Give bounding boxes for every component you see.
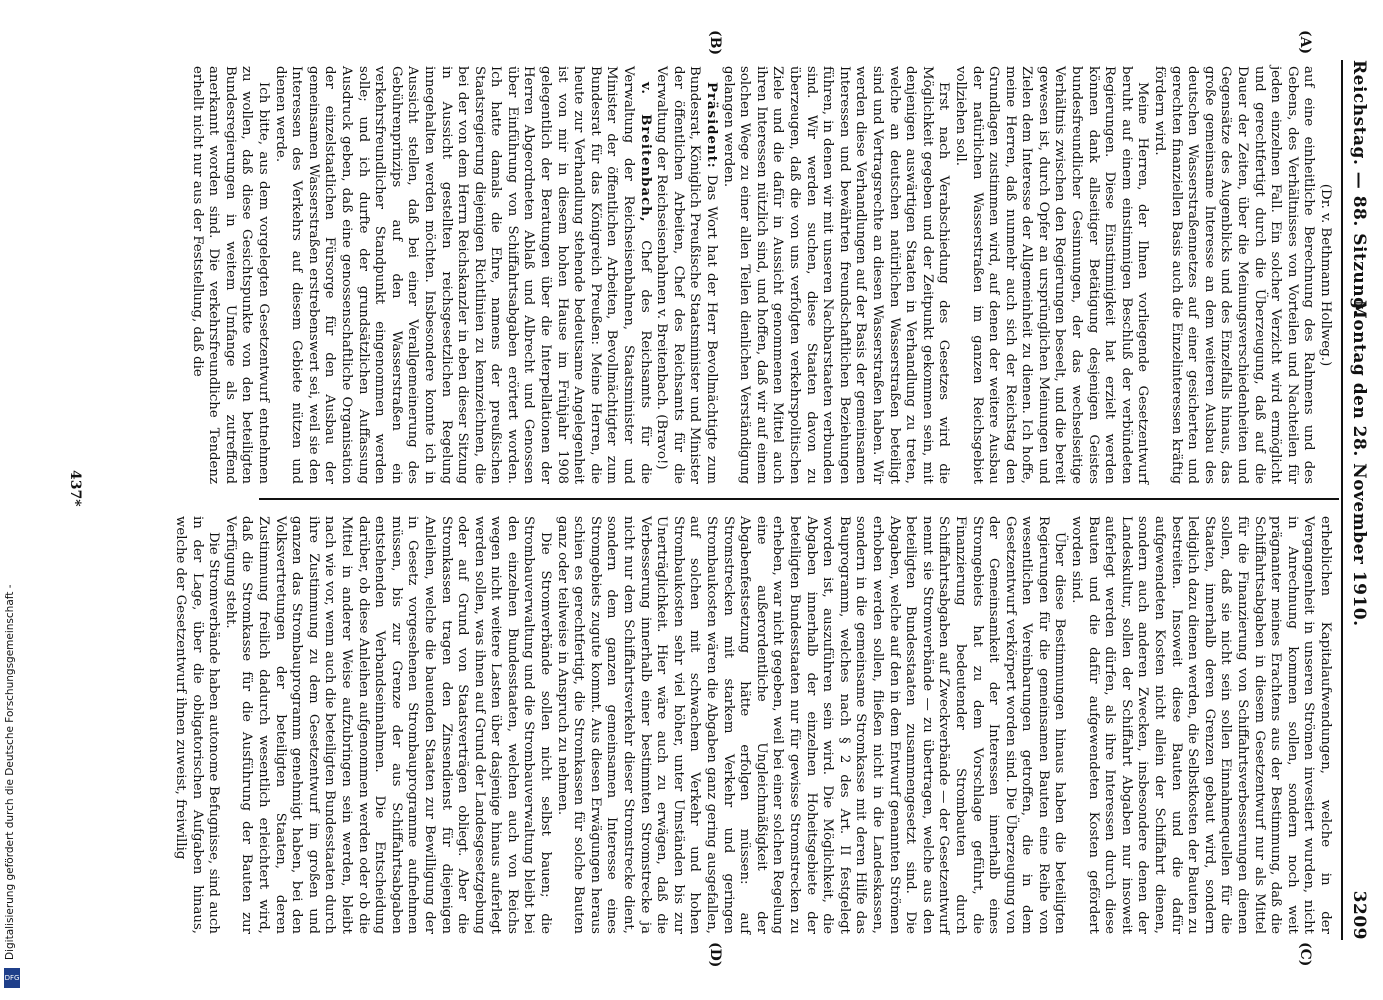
paragraph: Ich bitte, aus dem vorgelegten Gesetzentwurf entnehmen zu wollen, daß diese Gesichtspunkte von den beteiligten Bundesregierungen in weitem Umfange als zutreffend anerkannt worden sind. Die verkehrsfreundliche Tendenz erhellt nicht nur aus der Feststellung, daß die	[189, 66, 271, 484]
margin-mark-a: (A)	[1297, 30, 1313, 55]
digitization-credit: Digitalisierung gefördert durch die Deutsche Forschungsgemeinschaft -	[4, 584, 16, 960]
paragraph: erheblichen Kapitalaufwendungen, welche in der Vergangenheit in unseren Strömen investiert wurden, nicht in Anrechnung kommen sollen, sondern noch weit prägnanter meines Erachtens aus der Bestimmung, daß die Schiffahrtsabgaben in diesem Gesetzentwurf nur als Mittel für die Finanzierung von Schiffahrtsverbesserungen dienen sollen, daß sie nicht sein sollen Einnahmequellen für die Staaten, innerhalb deren Grenzen gebaut wird, sondern lediglich dazu dienen werden, die Selbstkosten der Bauten zu bestreiten. Insoweit diese Bauten und die dafür aufgewendeten Kosten nicht allein der Schiffahrt dienen, sondern auch anderen Zwecken, insbesondere denen der Landeskultur, sollen der Schiffahrt Abgaben nur insoweit auferlegt werden dürfen, als ihre Interessen durch diese Bauten und die dafür aufgewendeten Kosten gefördert worden sind.	[1069, 516, 1333, 934]
page-header	[1343, 60, 1369, 940]
dfg-logo: DFG	[4, 968, 20, 988]
speaker-reference: (Dr. v. Bethmann Hollweg.)	[1318, 183, 1333, 367]
left-column	[188, 66, 1333, 484]
header-rule	[1341, 60, 1343, 940]
paragraph: Das Wort hat der Herr Bevollmächtigte zum Bundesrat, Königlich Preußische Staatsminister und Minister der öffentlichen Arbeiten, Chef des Reichsamts für die Verwaltung der Reichseisenbahnen v. Breitenbach. (Bravo!)	[654, 66, 720, 485]
speaker-name: Präsident:	[704, 82, 720, 169]
margin-mark-c: (C)	[1297, 942, 1313, 967]
margin-mark-d: (D)	[707, 942, 723, 968]
margin-mark-b: (B)	[707, 30, 723, 56]
paragraph: Erst nach Verabschiedung des Gesetzes wird die Möglichkeit gegeben und der Zeitpunkt gekommen sein, mit denjenigen auswärtigen Staaten in Verhandlung zu treten, welche an deutschen natürlichen Wasserstraßen beteiligt sind und Vertragsrechte an diesen Wasserstraßen haben. Wir werden diese Verhandlungen auf der Basis der gemeinsamen Interessen und bewährten freundschaftlichen Beziehungen führen, in denen wir mit unseren Nachbarstaaten verbunden sind. Wir werden suchen, diese Staaten davon zu überzeugen, daß die von uns verfolgten verkehrspolitischen Ziele und die dafür in Aussicht genommenen Mittel auch ihren Interessen nützlich sind, und hoffen, daß wir auf einem solchen Wege zu einer allen Teilen dienlichen Verständigung gelangen werden.	[720, 66, 952, 484]
page-signature: 437*	[67, 470, 83, 507]
paragraph: Die Stromverbände haben autonome Befugnisse, sind auch in der Lage, über die obligatorischen Aufgaben hinaus, welche der Gesetzentwurf ihnen zuweist, freiwillig	[173, 516, 222, 934]
column-divider	[259, 498, 1339, 500]
paragraph: Die Stromverbände sollen nicht selbst bauen; die Strombauverwaltung und die Strombauverwaltung bleibt bei den einzelnen Bundesstaaten, welchen auch von Reichs wegen nicht weitere Lasten über dasjenige hinaus auferlegt werden sollen, was ihnen auf Grund der Landesgesetzgebung oder auf Grund von Staatsverträgen obliegt. Aber die Stromkassen tragen den Zinsendienst für diejenigen Anleihen, welche die bauenden Staaten zur Bewilligung der in Gesetz vorgesehenen Strombauprogramme aufnehmen müssen, bis zur Grenze der aus Schiffahrtsabgaben entstehenden Verbandseinnahmen. Die Entscheidung darüber, ob diese Anleihen aufgenommen werden oder ob die Mittel in anderer Weise aufzubringen sein werden, bleibt nach wie vor, wenn auch die beteiligten Bundesstaaten durch ihre Zustimmung zu dem Gesetzentwurf im großen und ganzen das Strombauprogramm genehmigt haben, bei den Volksvertretungen der beteiligten Staaten, deren Zustimmung freilich dadurch wesentlich erleichtert wird, daß die Stromkasse für die Ausführung der Bauten zur Verfügung steht.	[222, 516, 554, 934]
paragraph: Über diese Bestimmungen hinaus haben die beteiligten Regierungen für die gemeinsamen Bauten eine Reihe von wesentlichen Vereinbarungen getroffen, die in dem Gesetzentwurf verkörpert worden sind. Die Überzeugung von der Gemeinsamkeit der Interessen innerhalb eines Stromgebiets hat zu dem Vorschlage geführt, die Finanzierung bedeutender Strombauten durch Schiffahrtsabgaben auf Zweckverbände — der Gesetzentwurf nennt sie Stromverbände — zu übertragen, welche aus den beteiligten Bundesstaaten zusammengesetzt sind. Die Abgaben, welche auf den in dem Entwurf genannten Strömen erhoben werden sollen, fließen nicht in die Landeskassen, sondern in die gemeinsame Stromkasse mit deren Hilfe das Bauprogramm, welches nach § 2 des Art. II festgelegt worden ist, auszuführen sein wird. Die Möglichkeit, die Abgaben innerhalb der einzelnen Hoheitsgebiete der beteiligten Bundesstaaten nur für gewisse Stromstrecken zu erheben, war nicht gegeben, weil bei einer solchen Regelung eine außerordentliche Ungleichmäßigkeit der Abgabenfestsetzung hätte erfolgen müssen: auf Stromstrecken mit starkem Verkehr und geringen Strombaukosten wären die Abgaben ganz gering ausgefallen, auf solchen mit schwachem Verkehr und hohen Strombaukosten sehr viel höher, unter Umständen bis zur Unerträglichkeit. Hier wäre auch zu erwägen, daß die Verbesserung innerhalb einer bestimmten Stromstrecke ja nicht nur dem Schiffahrtsverkehr dieser Stromstrecke dient, sondern dem ganzen gemeinsamen Interesse eines Stromgebiets zugute kommt. Aus diesen Erwägungen heraus schien es gerechtfertigt, die Stromkassen für solche Bauten ganz oder teilweise in Anspruch zu nehmen.	[554, 516, 1068, 934]
paragraph: Chef des Reichsamts für die Verwaltung der Reichseisenbahnen, Staatsminister und Minister der öffentlichen Arbeiten, Bevollmächtigter zum Bundesrat für das Königreich Preußen: Meine Herren, die heute zur Verhandlung stehende bedeutsame Angelegenheit ist von mir in diesem hohen Hause im Frühjahr 1908 gelegentlich der Beratungen über die Interpellationen der Herren Abgeordneten Ablaß und Albrecht und Genossen über Einführung von Schiffahrtsabgaben erörtert worden. Ich hatte damals die Ehre, namens der preußischen Staatsregierung diejenigen Richtlinien zu kennzeichnen, die bei der von dem Herrn Reichskanzler in eben dieser Sitzung in Aussicht gestellten reichsgesetzlichen Regelung innegehalten werden möchten. Insbesondere konnte ich in Aussicht stellen, daß bei einer Verallgemeinerung des Gebührenprinzips auf den Wasserstraßen ein verkehrsfreundlicher Standpunkt eingenommen werden solle; und ich durfte der grundsätzlichen Auffassung Ausdruck geben, daß eine genossenschaftliche Organisation der einzelstaatlichen Fürsorge für den Ausbau der gemeinsamen Wasserstraßen erstrebenswert sei, weil sie den Interessen des Verkehrs auf diesem Gebiete nützen und dienen werde.	[272, 66, 653, 484]
speaker-name: v. Breitenbach,	[637, 82, 653, 223]
header-date: Montag den 28. November 1910.	[1349, 300, 1369, 627]
paragraph: auf eine einheitliche Berechnung des Rahmens und des Gebens, des Verhältnisses von Vorteilen und Nachteilen für jeden einzelnen Fall. Ein solcher Verzicht wird ermöglicht und gerechtfertigt durch die Überzeugung, daß auf die Dauer der Zeiten, über die Meinungsverschiedenheiten und Gegensätze des Augenblicks und des Einzelfalls hinaus, das große gemeinsame Interesse an dem weiteren Ausbau des deutschen Wasserstraßennetzes auf einer gesicherten und gerechten finanziellen Basis auch die Einzelinteressen kräftig fördern wird.	[1152, 66, 1317, 484]
header-page-number: 3209	[1349, 890, 1369, 940]
header-left: Reichstag. — 88. Sitzung.	[1349, 60, 1369, 316]
right-column	[171, 516, 1333, 934]
paragraph: Meine Herren, der Ihnen vorliegende Gesetzentwurf beruht auf einem einstimmigen Beschluß der verbündeten Regierungen. Diese Einstimmigkeit hat erzielt werden können dank allseitiger Betätigung desjenigen Geistes bundesfreundlicher Gesinnungen, der das wechselseitige Verhältnis zwischen den Regierungen beseelt, und die bereit gewesen ist, durch Opfer an ursprünglichen Meinungen und Zielen dem Interesse der Allgemeinheit zu dienen. Ich hoffe, meine Herren, daß nunmehr auch sich der Reichstag den Grundlagen zustimmen wird, auf denen der weitere Ausbau der natürlichen Wasserstraßen im ganzen Reichsgebiet vollziehen soll.	[952, 66, 1151, 484]
side-credit-strip	[0, 0, 22, 1000]
